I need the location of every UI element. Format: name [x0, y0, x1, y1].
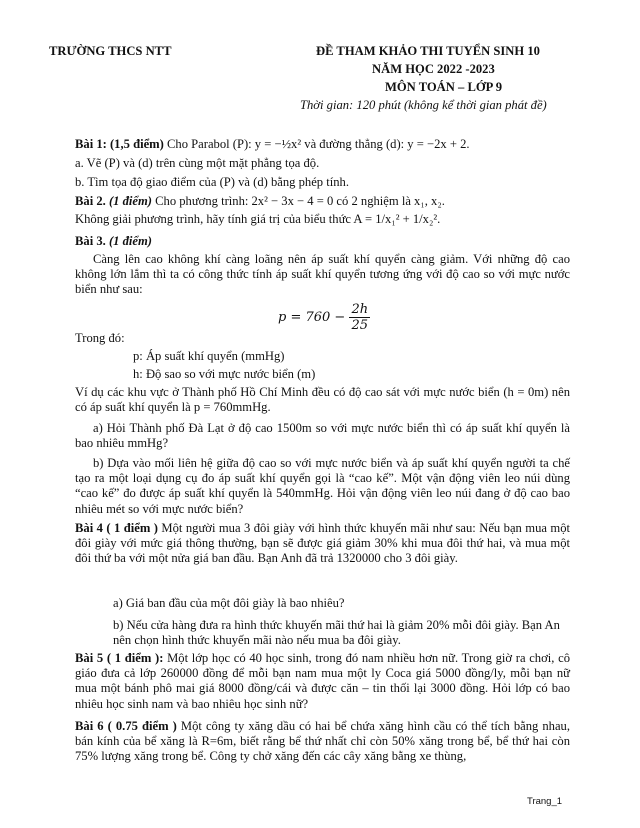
bai4-heading: Bài 4 ( 1 điểm ) — [75, 521, 158, 535]
bai2-line2: Không giải phương trình, hãy tính giá trị của biểu thức A = 1/x₁² + 1/x₂². — [75, 212, 441, 226]
bai4-part-a: a) Giá ban đầu của một đôi giày là bao nhiêu? — [113, 596, 345, 610]
bai6-text: Một công ty xăng dầu có hai bể chứa xăng hình cầu có thể tích bằng nhau, bán kính của bể xăng là R=6m, biết rằng bể thứ nhất chỉ còn 50% xăng trong bể, bể thứ hai còn 75% lượng xăng trong bể. Công ty chở xăng đến các cây xăng bằng xe thùng, — [75, 719, 570, 764]
bai2-statement — [75, 194, 570, 209]
formula-denominator: 25 — [351, 318, 369, 333]
bai4-part-b: b) Nếu cửa hàng đưa ra hình thức khuyến mãi thứ hai là giảm 20% mỗi đôi giày. Bạn An nên chọn hình thức khuyến mãi nào nếu mua ba đôi giày. — [113, 618, 560, 648]
bai5-heading: Bài 5 ( 1 điểm ): — [75, 651, 164, 665]
bai2-points: (1 điểm) — [105, 194, 152, 208]
exam-title: ĐỀ THAM KHẢO THI TUYỂN SINH 10 — [316, 44, 540, 58]
bai1-heading: Bài 1: (1,5 điểm) — [75, 137, 164, 151]
bai3-intro: Càng lên cao không khí càng loãng nên áp suất khí quyển càng giảm. Với những độ cao không lớn lắm thì ta có công thức tính áp suất khí quyển tương ứng với độ cao so với mực nước biển như sau: — [75, 252, 570, 297]
bai5-statement — [75, 651, 570, 712]
bai3-def-h: h: Độ sao so với mực nước biển (m) — [133, 367, 316, 381]
bai1-text: Cho Parabol (P): y = −½x² và đường thẳng (d): y = −2x + 2. — [163, 137, 470, 151]
bai3-example: Ví dụ các khu vực ở Thành phố Hồ Chí Minh đều có độ cao sát với mực nước biển (h = 0m) nên có áp suất khí quyển là p = 760mmHg. — [75, 385, 570, 415]
pressure-formula — [278, 302, 370, 333]
bai4-text: Một người mua 3 đôi giày với hình thức khuyến mãi như sau: Nếu bạn mua một đôi giày với mức giá thông thường, bạn sẽ được giá giảm 30% khi mua đôi thứ hai, và mua một đôi thứ ba với một nửa giá ban đầu. Bạn Anh đã trả 1320000 cho 3 đôi giày. — [75, 521, 570, 566]
time-line: Thời gian: 120 phút (không kể thời gian phát đề) — [300, 98, 547, 112]
bai1-statement — [75, 137, 570, 152]
bai3-part-b: b) Dựa vào mối liên hệ giữa độ cao so với mực nước biển và áp suất khí quyển người ta chế tạo ra một loại dụng cụ đo áp suất khí quyển gọi là “cao kế”. Một vận động viên leo núi dùng “cao kế” đo được áp suất khí quyển là 540mmHg. Hỏi vận động viên leo núi đang ở độ cao bao nhiêu mét so với mực nước biển? — [75, 456, 570, 516]
bai3-def-p: p: Áp suất khí quyển (mmHg) — [133, 349, 285, 363]
bai5-text: Một lớp học có 40 học sinh, trong đó nam nhiều hơn nữ. Trong giờ ra chơi, cô giáo đưa cả lớp 260000 đồng để mỗi bạn nam mua một ly Coca giá 5000 đồng/ly, mỗi bạn nữ mua một bánh phô mai giá 8000 đồng/cái và được căn – tin thối lại 3000 đồng. Hỏi lớp có bao nhiêu học sinh nam và bao nhiêu học sinh nữ? — [75, 651, 570, 711]
page-number: Trang_1 — [527, 796, 563, 807]
bai1-part-a: a. Vẽ (P) và (d) trên cùng một mặt phẳng tọa độ. — [75, 156, 320, 170]
bai4-statement — [75, 521, 570, 567]
bai6-statement — [75, 719, 570, 765]
bai6-heading: Bài 6 ( 0.75 điểm ) — [75, 719, 177, 733]
bai3-heading: Bài 3. — [75, 234, 106, 248]
subject-line: MÔN TOÁN – LỚP 9 — [385, 80, 503, 94]
bai3-where: Trong đó: — [75, 331, 125, 345]
bai1-part-b: b. Tìm tọa độ giao điểm của (P) và (d) bằng phép tính. — [75, 175, 349, 189]
bai3-part-a: a) Hỏi Thành phố Đà Lạt ở độ cao 1500m so với mực nước biển thì có áp suất khí quyển là bao nhiêu mmHg? — [75, 421, 570, 451]
formula-fraction — [349, 302, 370, 333]
bai2-heading: Bài 2. — [75, 194, 106, 208]
bai3-title — [75, 234, 152, 249]
formula-numerator: 2h — [351, 302, 369, 317]
school-name: TRƯỜNG THCS NTT — [49, 44, 172, 58]
bai2-text: Cho phương trình: 2x² − 3x − 4 = 0 có 2 nghiệm là x₁, x₂. — [151, 194, 445, 208]
bai3-points: (1 điểm) — [105, 234, 152, 248]
school-year: NĂM HỌC 2022 -2023 — [372, 62, 495, 76]
formula-left: p = 760 − — [278, 310, 346, 325]
